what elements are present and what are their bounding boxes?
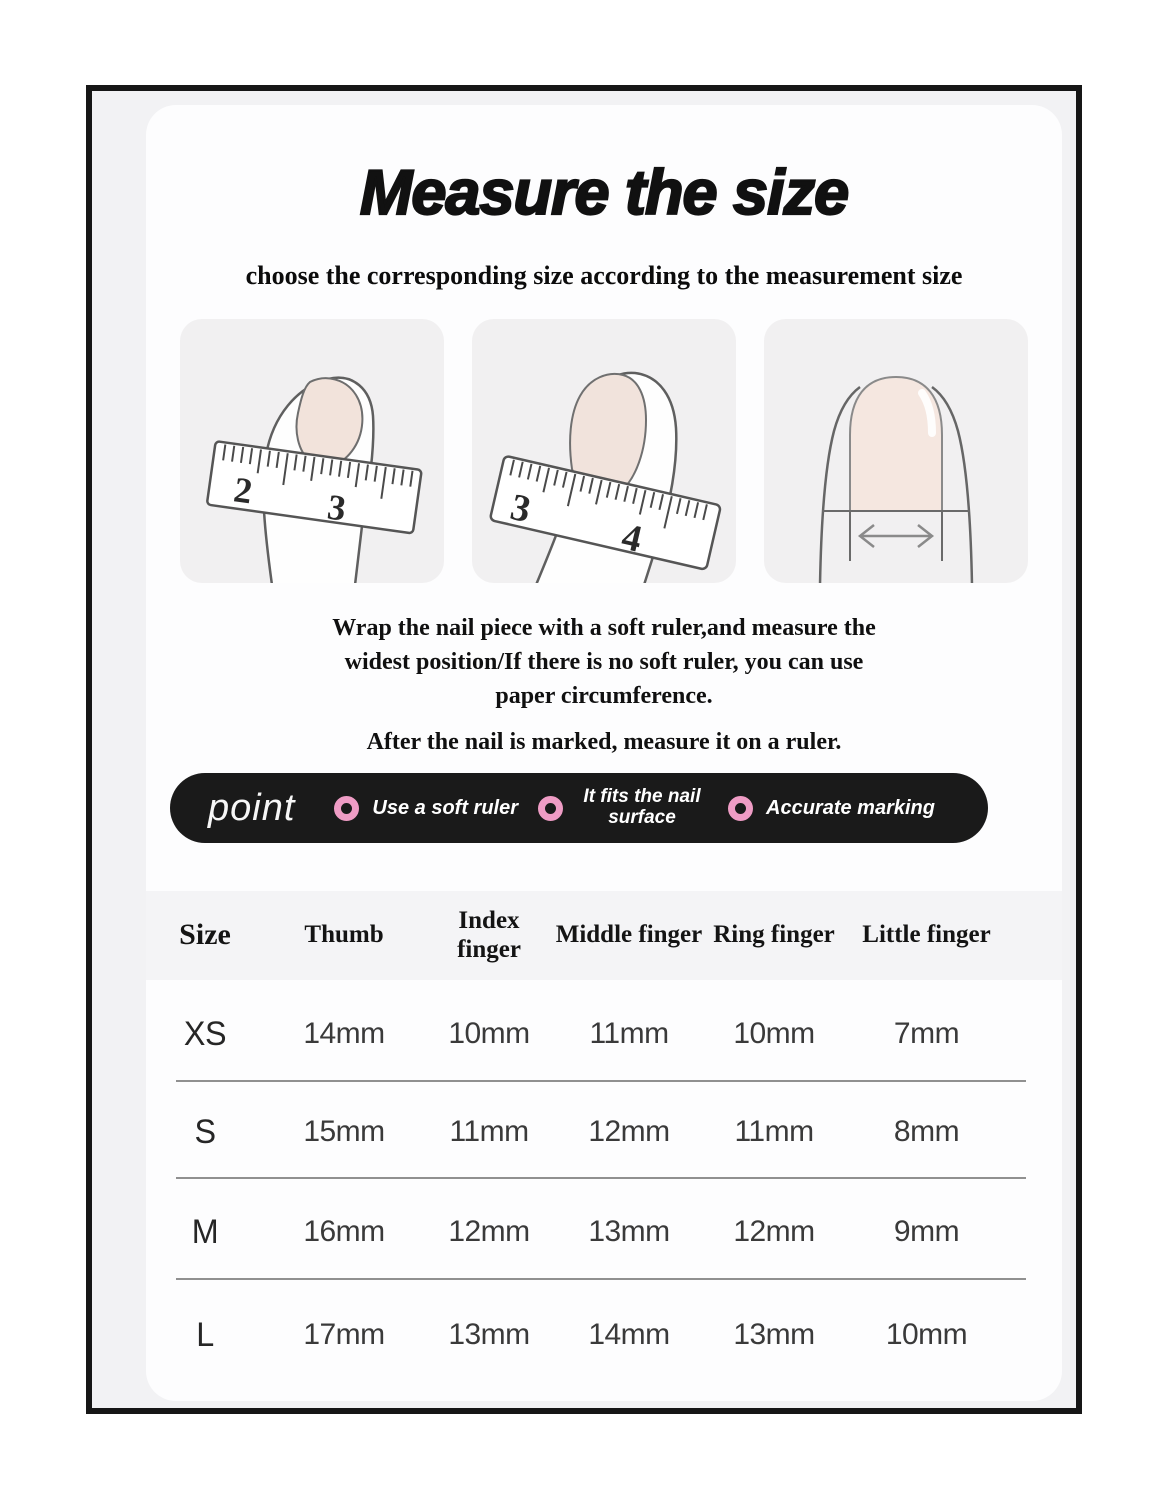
point-item-2 [538, 787, 708, 829]
cell-index: 13mm [448, 1318, 530, 1351]
point-item-text: Use a soft ruler [372, 797, 519, 819]
finger-ruler-illustration [180, 319, 444, 583]
black-border-frame [86, 85, 1082, 1414]
page-subtitle: choose the corresponding size according to the measurement size [245, 261, 963, 290]
point-banner [170, 773, 988, 843]
table-row-m [146, 1182, 1062, 1282]
cell-thumb: 16mm [303, 1215, 385, 1248]
column-header-ring: Ring finger [713, 921, 835, 949]
cell-middle: 12mm [588, 1115, 670, 1148]
cell-little: 10mm [885, 1318, 968, 1351]
column-header-size: Size [179, 918, 231, 952]
size-label: M [191, 1212, 219, 1251]
tape-number: 4 [617, 515, 646, 561]
row-divider [176, 1177, 1026, 1179]
table-row-s [146, 1082, 1062, 1182]
instruction-paragraph [146, 611, 1062, 713]
size-table-header [146, 891, 1062, 980]
cell-thumb: 15mm [303, 1115, 385, 1148]
table-row-l [146, 1285, 1062, 1385]
size-label: S [194, 1112, 216, 1151]
pink-ring-icon [538, 796, 563, 821]
cell-middle: 11mm [589, 1017, 669, 1050]
width-arrow-icon [860, 525, 932, 547]
illustration-tile-2 [472, 319, 736, 583]
cell-ring: 13mm [733, 1318, 815, 1351]
point-item-text: Accurate marking [766, 797, 935, 819]
cell-index: 10mm [448, 1017, 530, 1050]
cell-thumb: 14mm [303, 1017, 385, 1050]
column-header-thumb: Thumb [304, 921, 384, 949]
nail-width-arrow-illustration [764, 319, 1028, 583]
size-label: XS [183, 1014, 227, 1053]
cell-middle: 13mm [588, 1215, 670, 1248]
cell-thumb: 17mm [303, 1318, 385, 1351]
point-item-3 [728, 796, 935, 821]
cell-ring: 11mm [734, 1115, 814, 1148]
illustration-tile-1 [180, 319, 444, 583]
tape-number: 3 [324, 486, 349, 529]
cell-index: 11mm [449, 1115, 529, 1148]
instruction-line: paper circumference. [495, 683, 713, 709]
pink-ring-icon [334, 796, 359, 821]
column-header-index: Index finger [457, 906, 521, 963]
instruction-paragraph-2: After the nail is marked, measure it on a ruler. [366, 729, 842, 755]
illustration-tile-3 [764, 319, 1028, 583]
column-header-middle: Middle finger [555, 921, 703, 949]
content-card [146, 105, 1062, 1401]
point-item-text: It fits the nail surface [583, 786, 701, 828]
cell-ring: 12mm [733, 1215, 815, 1248]
table-row-xs [146, 984, 1062, 1084]
cell-little: 7mm [893, 1017, 960, 1050]
tape-number: 3 [506, 485, 535, 532]
cell-little: 9mm [893, 1215, 960, 1248]
illustration-row [146, 319, 1062, 583]
point-banner-label: point [208, 786, 296, 829]
cell-little: 8mm [893, 1115, 960, 1148]
instruction-line: Wrap the nail piece with a soft ruler,and measure the [332, 615, 876, 641]
column-header-little: Little finger [862, 921, 991, 949]
instruction-line: widest position/If there is no soft ruler, you can use [344, 649, 864, 675]
pink-ring-icon [728, 796, 753, 821]
cell-index: 12mm [448, 1215, 530, 1248]
finger-ruler-tilted-illustration [472, 319, 736, 583]
point-item-1 [334, 796, 518, 821]
cell-middle: 14mm [588, 1318, 670, 1351]
size-label: L [196, 1315, 214, 1354]
tape-number: 2 [231, 469, 255, 512]
row-divider [176, 1278, 1026, 1280]
cell-ring: 10mm [733, 1017, 815, 1050]
page-title: Measure the size [359, 158, 849, 228]
